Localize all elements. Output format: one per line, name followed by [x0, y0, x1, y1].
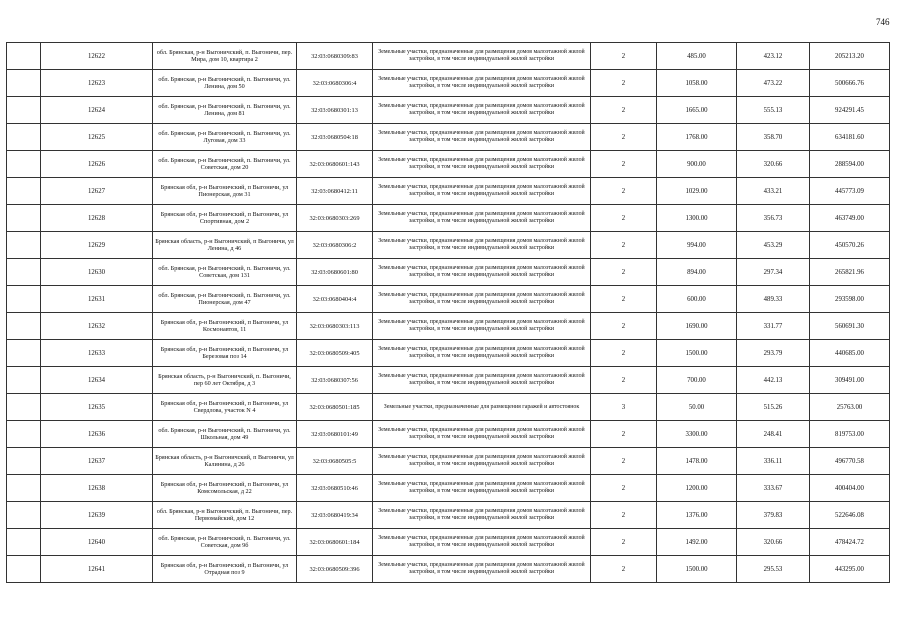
cadastral-number-cell: 32:03:0680504:18	[297, 124, 373, 151]
address-cell: Брянская область, р-н Выгоничский, п Выгоничи, ул Калинина, д 26	[153, 448, 297, 475]
spacer-cell	[7, 394, 41, 421]
spacer-cell	[7, 529, 41, 556]
land-use-cell: Земельные участки, предназначенные для размещения домов малоэтажной жилой застройки, в том числе индивидуальной жилой застройки	[373, 475, 591, 502]
row-number-cell: 12639	[41, 502, 153, 529]
land-use-cell: Земельные участки, предназначенные для размещения домов малоэтажной жилой застройки, в том числе индивидуальной жилой застройки	[373, 97, 591, 124]
table-row	[7, 502, 890, 529]
spacer-cell	[7, 367, 41, 394]
land-use-cell: Земельные участки, предназначенные для размещения домов малоэтажной жилой застройки, в том числе индивидуальной жилой застройки	[373, 43, 591, 70]
address-cell: Брянская обл, р-н Выгоничский, п Выгоничи, ул Пионерская, дом 31	[153, 178, 297, 205]
table-body	[7, 43, 890, 583]
address-cell: Брянская обл, р-н Выгоничский, п Выгоничи, ул Комсомольская, д 22	[153, 475, 297, 502]
table-row	[7, 259, 890, 286]
unit-value-cell: 297.34	[737, 259, 810, 286]
land-use-cell: Земельные участки, предназначенные для размещения домов малоэтажной жилой застройки, в том числе индивидуальной жилой застройки	[373, 70, 591, 97]
unit-value-cell: 358.70	[737, 124, 810, 151]
unit-value-cell: 320.66	[737, 151, 810, 178]
cadastral-number-cell: 32:03:0680303:113	[297, 313, 373, 340]
group-code-cell: 2	[591, 556, 657, 583]
cadastral-value-cell: 205213.20	[810, 43, 890, 70]
group-code-cell: 2	[591, 448, 657, 475]
area-cell: 1500.00	[657, 340, 737, 367]
spacer-cell	[7, 232, 41, 259]
row-number-cell: 12640	[41, 529, 153, 556]
cadastral-number-cell: 32:03:0680501:185	[297, 394, 373, 421]
land-use-cell: Земельные участки, предназначенные для размещения домов малоэтажной жилой застройки, в том числе индивидуальной жилой застройки	[373, 205, 591, 232]
table-row	[7, 421, 890, 448]
area-cell: 1058.00	[657, 70, 737, 97]
row-number-cell: 12638	[41, 475, 153, 502]
address-cell: обл. Брянская, р-н Выгоничский, п. Выгоничи, ул. Советская, дом 131	[153, 259, 297, 286]
table-row	[7, 340, 890, 367]
land-use-cell: Земельные участки, предназначенные для размещения домов малоэтажной жилой застройки, в том числе индивидуальной жилой застройки	[373, 502, 591, 529]
table-row	[7, 43, 890, 70]
unit-value-cell: 295.53	[737, 556, 810, 583]
area-cell: 485.00	[657, 43, 737, 70]
address-cell: обл. Брянская, р-н Выгоничский, п. Выгоничи, ул. Ленина, дом 81	[153, 97, 297, 124]
row-number-cell: 12633	[41, 340, 153, 367]
spacer-cell	[7, 286, 41, 313]
land-use-cell: Земельные участки, предназначенные для размещения домов малоэтажной жилой застройки, в том числе индивидуальной жилой застройки	[373, 448, 591, 475]
row-number-cell: 12623	[41, 70, 153, 97]
group-code-cell: 2	[591, 475, 657, 502]
spacer-cell	[7, 475, 41, 502]
area-cell: 50.00	[657, 394, 737, 421]
row-number-cell: 12628	[41, 205, 153, 232]
land-use-cell: Земельные участки, предназначенные для размещения домов малоэтажной жилой застройки, в том числе индивидуальной жилой застройки	[373, 259, 591, 286]
cadastral-number-cell: 32:03:0680309:83	[297, 43, 373, 70]
land-use-cell: Земельные участки, предназначенные для размещения домов малоэтажной жилой застройки, в том числе индивидуальной жилой застройки	[373, 367, 591, 394]
cadastral-value-cell: 288594.00	[810, 151, 890, 178]
area-cell: 700.00	[657, 367, 737, 394]
land-use-cell: Земельные участки, предназначенные для размещения домов малоэтажной жилой застройки, в том числе индивидуальной жилой застройки	[373, 421, 591, 448]
address-cell: обл. Брянская, р-н Выгоничский, п. Выгоничи, пер. Первомайский, дом 12	[153, 502, 297, 529]
row-number-cell: 12632	[41, 313, 153, 340]
table-row	[7, 178, 890, 205]
row-number-cell: 12641	[41, 556, 153, 583]
area-cell: 894.00	[657, 259, 737, 286]
cadastral-value-cell: 560691.30	[810, 313, 890, 340]
unit-value-cell: 515.26	[737, 394, 810, 421]
cadastral-number-cell: 32:03:0680306:4	[297, 70, 373, 97]
address-cell: Брянская область, р-н Выгоничский, п. Выгоничи, пер 60 лет Октября, д 3	[153, 367, 297, 394]
cadastral-number-cell: 32:03:0680509:405	[297, 340, 373, 367]
land-use-cell: Земельные участки, предназначенные для размещения домов малоэтажной жилой застройки, в том числе индивидуальной жилой застройки	[373, 556, 591, 583]
address-cell: обл. Брянская, р-н Выгоничский, п. Выгоничи, пер. Мира, дом 10, квартира 2	[153, 43, 297, 70]
spacer-cell	[7, 151, 41, 178]
cadastral-number-cell: 32:03:0680101:49	[297, 421, 373, 448]
cadastral-number-cell: 32:03:0680306:2	[297, 232, 373, 259]
unit-value-cell: 320.66	[737, 529, 810, 556]
cadastral-value-cell: 924291.45	[810, 97, 890, 124]
cadastral-number-cell: 32:03:0680301:13	[297, 97, 373, 124]
cadastral-number-cell: 32:03:0680509:396	[297, 556, 373, 583]
cadastral-value-cell: 293598.00	[810, 286, 890, 313]
cadastral-number-cell: 32:03:0680601:184	[297, 529, 373, 556]
group-code-cell: 2	[591, 367, 657, 394]
spacer-cell	[7, 421, 41, 448]
row-number-cell: 12622	[41, 43, 153, 70]
row-number-cell: 12635	[41, 394, 153, 421]
spacer-cell	[7, 259, 41, 286]
land-use-cell: Земельные участки, предназначенные для размещения гаражей и автостоянок	[373, 394, 591, 421]
cadastral-value-cell: 443295.00	[810, 556, 890, 583]
area-cell: 1690.00	[657, 313, 737, 340]
area-cell: 900.00	[657, 151, 737, 178]
cadastral-value-cell: 445773.09	[810, 178, 890, 205]
spacer-cell	[7, 70, 41, 97]
table-row	[7, 367, 890, 394]
group-code-cell: 2	[591, 151, 657, 178]
cadastral-value-cell: 25763.00	[810, 394, 890, 421]
area-cell: 600.00	[657, 286, 737, 313]
address-cell: Брянская обл, р-н Выгоничский, п Выгоничи, ул Отрадная поз 9	[153, 556, 297, 583]
group-code-cell: 2	[591, 502, 657, 529]
land-use-cell: Земельные участки, предназначенные для размещения домов малоэтажной жилой застройки, в том числе индивидуальной жилой застройки	[373, 313, 591, 340]
cadastral-value-cell: 400404.00	[810, 475, 890, 502]
address-cell: Брянская область, р-н Выгоничский, п Выгоничи, ул Ленина, д 46	[153, 232, 297, 259]
group-code-cell: 2	[591, 70, 657, 97]
spacer-cell	[7, 178, 41, 205]
row-number-cell: 12624	[41, 97, 153, 124]
area-cell: 994.00	[657, 232, 737, 259]
unit-value-cell: 331.77	[737, 313, 810, 340]
land-use-cell: Земельные участки, предназначенные для размещения домов малоэтажной жилой застройки, в том числе индивидуальной жилой застройки	[373, 286, 591, 313]
land-use-cell: Земельные участки, предназначенные для размещения домов малоэтажной жилой застройки, в том числе индивидуальной жилой застройки	[373, 340, 591, 367]
address-cell: обл. Брянская, р-н Выгоничский, п. Выгоничи, ул. Советская, дом 20	[153, 151, 297, 178]
cadastral-value-cell: 265821.96	[810, 259, 890, 286]
cadastral-value-cell: 478424.72	[810, 529, 890, 556]
unit-value-cell: 433.21	[737, 178, 810, 205]
area-cell: 1300.00	[657, 205, 737, 232]
cadastral-number-cell: 32:03:0680419:34	[297, 502, 373, 529]
table-row	[7, 529, 890, 556]
cadastral-number-cell: 32:03:0680510:46	[297, 475, 373, 502]
cadastral-value-cell: 463749.00	[810, 205, 890, 232]
spacer-cell	[7, 340, 41, 367]
area-cell: 1376.00	[657, 502, 737, 529]
cadastral-number-cell: 32:03:0680404:4	[297, 286, 373, 313]
area-cell: 1500.00	[657, 556, 737, 583]
row-number-cell: 12626	[41, 151, 153, 178]
unit-value-cell: 473.22	[737, 70, 810, 97]
address-cell: Брянская обл, р-н Выгоничский, п Выгоничи, ул Космонавтов, 11	[153, 313, 297, 340]
area-cell: 1492.00	[657, 529, 737, 556]
group-code-cell: 2	[591, 286, 657, 313]
table-row	[7, 70, 890, 97]
cadastral-value-cell: 522646.08	[810, 502, 890, 529]
area-cell: 3300.00	[657, 421, 737, 448]
spacer-cell	[7, 448, 41, 475]
group-code-cell: 2	[591, 421, 657, 448]
row-number-cell: 12634	[41, 367, 153, 394]
area-cell: 1200.00	[657, 475, 737, 502]
group-code-cell: 2	[591, 205, 657, 232]
cadastral-value-cell: 440685.00	[810, 340, 890, 367]
land-use-cell: Земельные участки, предназначенные для размещения домов малоэтажной жилой застройки, в том числе индивидуальной жилой застройки	[373, 151, 591, 178]
cadastral-number-cell: 32:03:0680303:269	[297, 205, 373, 232]
area-cell: 1768.00	[657, 124, 737, 151]
row-number-cell: 12629	[41, 232, 153, 259]
area-cell: 1029.00	[657, 178, 737, 205]
address-cell: обл. Брянская, р-н Выгоничский, п. Выгоничи, ул. Ленина, дом 50	[153, 70, 297, 97]
address-cell: обл. Брянская, р-н Выгоничский, п. Выгоничи, ул. Советская, дом 9б	[153, 529, 297, 556]
row-number-cell: 12625	[41, 124, 153, 151]
address-cell: обл. Брянская, р-н Выгоничский, п. Выгоничи, ул. Пионерская, дом 47	[153, 286, 297, 313]
unit-value-cell: 442.13	[737, 367, 810, 394]
group-code-cell: 2	[591, 124, 657, 151]
table-row	[7, 286, 890, 313]
table-row	[7, 313, 890, 340]
cadastral-value-cell: 450570.26	[810, 232, 890, 259]
cadastral-value-table	[6, 42, 890, 583]
cadastral-number-cell: 32:03:0680412:11	[297, 178, 373, 205]
address-cell: Брянская обл, р-н Выгоничский, п Выгоничи, ул Березовая поз 14	[153, 340, 297, 367]
spacer-cell	[7, 205, 41, 232]
spacer-cell	[7, 313, 41, 340]
cadastral-value-cell: 500666.76	[810, 70, 890, 97]
group-code-cell: 3	[591, 394, 657, 421]
group-code-cell: 2	[591, 529, 657, 556]
row-number-cell: 12630	[41, 259, 153, 286]
unit-value-cell: 423.12	[737, 43, 810, 70]
cadastral-value-cell: 634181.60	[810, 124, 890, 151]
unit-value-cell: 356.73	[737, 205, 810, 232]
address-cell: Брянская обл, р-н Выгоничский, п Выгоничи, ул Спортивная, дом 2	[153, 205, 297, 232]
spacer-cell	[7, 97, 41, 124]
area-cell: 1665.00	[657, 97, 737, 124]
group-code-cell: 2	[591, 313, 657, 340]
area-cell: 1478.00	[657, 448, 737, 475]
unit-value-cell: 336.11	[737, 448, 810, 475]
address-cell: обл. Брянская, р-н Выгоничский, п. Выгоничи, ул. Луговая, дом 33	[153, 124, 297, 151]
page-number: 746	[876, 17, 890, 27]
group-code-cell: 2	[591, 178, 657, 205]
group-code-cell: 2	[591, 259, 657, 286]
address-cell: Брянская обл, р-н Выгоничский, п Выгоничи, ул Свердлова, участок N 4	[153, 394, 297, 421]
row-number-cell: 12636	[41, 421, 153, 448]
table-row	[7, 151, 890, 178]
group-code-cell: 2	[591, 232, 657, 259]
group-code-cell: 2	[591, 97, 657, 124]
land-use-cell: Земельные участки, предназначенные для размещения домов малоэтажной жилой застройки, в том числе индивидуальной жилой застройки	[373, 124, 591, 151]
address-cell: обл. Брянская, р-н Выгоничский, п. Выгоничи, ул. Школьная, дом 49	[153, 421, 297, 448]
land-use-cell: Земельные участки, предназначенные для размещения домов малоэтажной жилой застройки, в том числе индивидуальной жилой застройки	[373, 529, 591, 556]
unit-value-cell: 379.83	[737, 502, 810, 529]
land-use-cell: Земельные участки, предназначенные для размещения домов малоэтажной жилой застройки, в том числе индивидуальной жилой застройки	[373, 232, 591, 259]
cadastral-value-cell: 309491.00	[810, 367, 890, 394]
spacer-cell	[7, 556, 41, 583]
row-number-cell: 12627	[41, 178, 153, 205]
table-row	[7, 205, 890, 232]
unit-value-cell: 555.13	[737, 97, 810, 124]
cadastral-number-cell: 32:03:0680505:5	[297, 448, 373, 475]
group-code-cell: 2	[591, 340, 657, 367]
unit-value-cell: 453.29	[737, 232, 810, 259]
table-row	[7, 232, 890, 259]
table-row	[7, 448, 890, 475]
spacer-cell	[7, 124, 41, 151]
table-row	[7, 394, 890, 421]
cadastral-value-cell: 819753.00	[810, 421, 890, 448]
spacer-cell	[7, 43, 41, 70]
table-row	[7, 475, 890, 502]
unit-value-cell: 333.67	[737, 475, 810, 502]
cadastral-number-cell: 32:03:0680601:143	[297, 151, 373, 178]
row-number-cell: 12631	[41, 286, 153, 313]
cadastral-number-cell: 32:03:0680307:56	[297, 367, 373, 394]
table-row	[7, 97, 890, 124]
unit-value-cell: 489.33	[737, 286, 810, 313]
group-code-cell: 2	[591, 43, 657, 70]
table-row	[7, 124, 890, 151]
table-row	[7, 556, 890, 583]
row-number-cell: 12637	[41, 448, 153, 475]
land-use-cell: Земельные участки, предназначенные для размещения домов малоэтажной жилой застройки, в том числе индивидуальной жилой застройки	[373, 178, 591, 205]
cadastral-value-cell: 496770.58	[810, 448, 890, 475]
unit-value-cell: 248.41	[737, 421, 810, 448]
spacer-cell	[7, 502, 41, 529]
cadastral-number-cell: 32:03:0680601:80	[297, 259, 373, 286]
unit-value-cell: 293.79	[737, 340, 810, 367]
